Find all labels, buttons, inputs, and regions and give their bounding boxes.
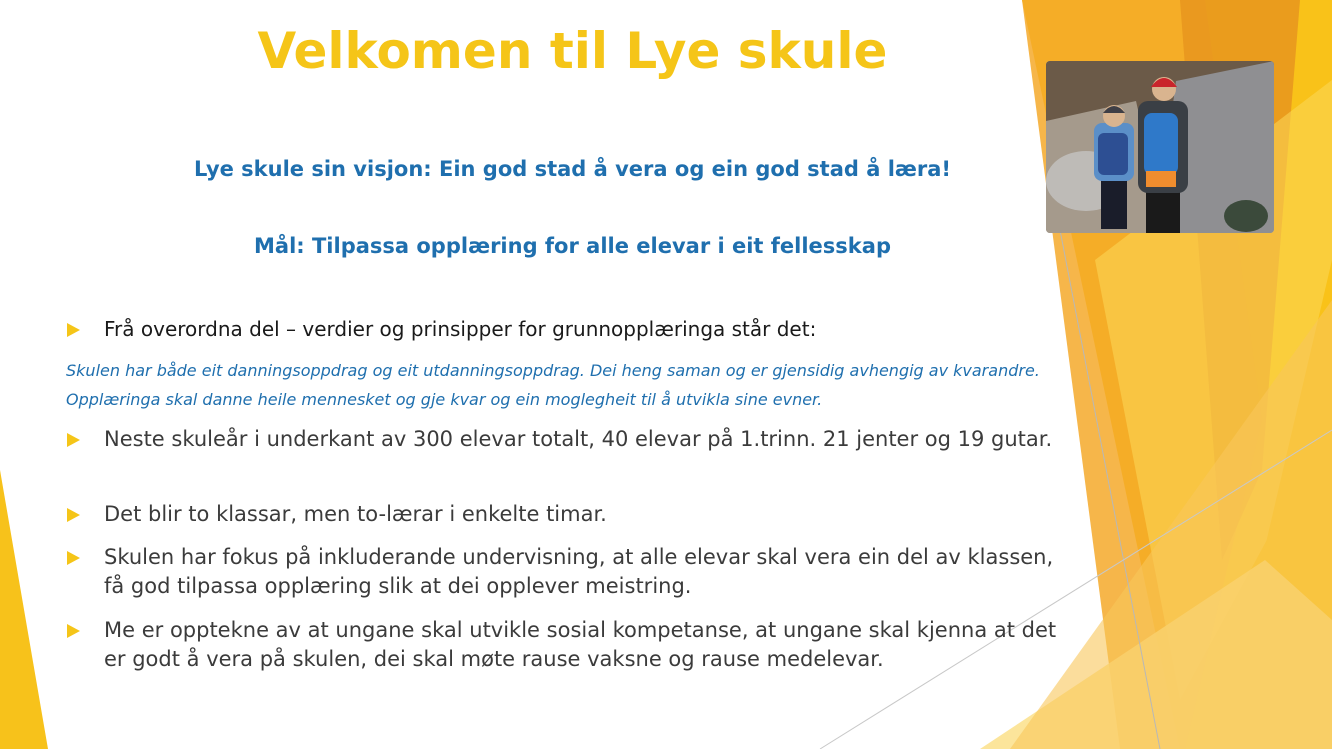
bullet-item [67, 616, 1057, 674]
bullet-item [67, 543, 1057, 601]
slide-title: Velkomen til Lye skule [257, 22, 888, 80]
bullet-arrow-icon [67, 624, 80, 638]
bullet-item [67, 500, 1057, 529]
bullet-arrow-icon [67, 323, 80, 337]
bullet-item [67, 315, 1057, 344]
bullet-arrow-icon [67, 551, 80, 565]
vision-statement: Lye skule sin visjon: Ein god stad å vera og ein god stad å læra! [193, 157, 952, 181]
bullet-arrow-icon [67, 508, 80, 522]
photo-illustration [1046, 61, 1274, 233]
curriculum-quote: Skulen har både eit danningsoppdrag og eit utdanningsoppdrag. Dei heng saman og er gjensidig avhengig av kvarandre. Opplæringa skal danne heile mennesket og gje kvar og ein moglegheit til å utvikla sine evner. [66, 361, 1040, 409]
bullet-text: Me er opptekne av at ungane skal utvikle sosial kompetanse, at ungane skal kjenna at det er godt å vera på skulen, dei skal møte rause vaksne og rause medelevar. [104, 618, 1057, 671]
bullet-text: Skulen har fokus på inkluderande undervisning, at alle elevar skal vera ein del av klassen, få god tilpassa opplæring slik at dei opplever meistring. [104, 545, 1054, 598]
left-yellow-sliver [0, 470, 48, 749]
bullet-text: Neste skuleår i underkant av 300 elevar totalt, 40 elevar på 1.trinn. 21 jenter og 19 gutar. [104, 427, 1053, 451]
children-walking-photo [1046, 61, 1274, 233]
bullet-text: Frå overordna del – verdier og prinsipper for grunnopplæringa står det: [104, 317, 817, 341]
bullet-text: Det blir to klassar, men to-lærar i enkelte timar. [104, 502, 607, 526]
bullet-arrow-icon [67, 433, 80, 447]
bullet-item [67, 425, 1057, 454]
goal-statement: Mål: Tilpassa opplæring for alle elevar i eit fellesskap [254, 234, 891, 258]
